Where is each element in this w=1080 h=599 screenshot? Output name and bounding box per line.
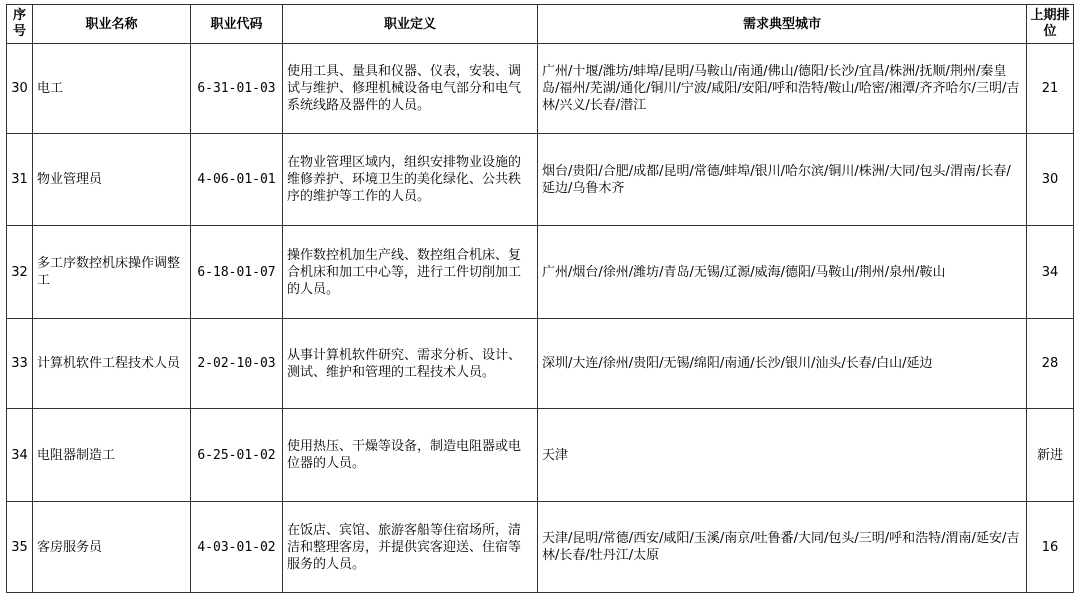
table-row [7, 409, 1074, 502]
occupation-code: 4-06-01-01 [191, 134, 283, 226]
occupation-name: 多工序数控机床操作调整工 [33, 226, 191, 319]
occupation-code: 6-31-01-03 [191, 44, 283, 134]
occupation-name: 电工 [33, 44, 191, 134]
occupation-name: 客房服务员 [33, 502, 191, 593]
row-number: 32 [7, 226, 33, 319]
header-code: 职业代码 [191, 5, 283, 44]
typical-cities: 广州/烟台/徐州/潍坊/青岛/无锡/辽源/威海/德阳/马鞍山/荆州/泉州/鞍山 [538, 226, 1027, 319]
table-row [7, 44, 1074, 134]
header-definition: 职业定义 [283, 5, 538, 44]
row-number: 33 [7, 319, 33, 409]
occupation-demand-table [6, 4, 1074, 593]
occupation-definition: 在物业管理区域内，组织安排物业设施的维修养护、环境卫生的美化绿化、公共秩序的维护等工作的人员。 [283, 134, 538, 226]
occupation-name: 电阻器制造工 [33, 409, 191, 502]
table-row [7, 502, 1074, 593]
occupation-code: 6-18-01-07 [191, 226, 283, 319]
occupation-code: 4-03-01-02 [191, 502, 283, 593]
occupation-code: 2-02-10-03 [191, 319, 283, 409]
occupation-definition: 从事计算机软件研究、需求分析、设计、测试、维护和管理的工程技术人员。 [283, 319, 538, 409]
typical-cities: 深圳/大连/徐州/贵阳/无锡/绵阳/南通/长沙/银川/汕头/长春/白山/延边 [538, 319, 1027, 409]
table-row [7, 134, 1074, 226]
occupation-definition: 使用工具、量具和仪器、仪表，安装、调试与维护、修理机械设备电气部分和电气系统线路及器件的人员。 [283, 44, 538, 134]
last-rank: 新进 [1027, 409, 1074, 502]
occupation-code: 6-25-01-02 [191, 409, 283, 502]
typical-cities: 广州/十堰/潍坊/蚌埠/昆明/马鞍山/南通/佛山/德阳/长沙/宜昌/株洲/抚顺/荆州/秦皇岛/福州/芜湖/通化/铜川/宁波/咸阳/安阳/呼和浩特/鞍山/哈密/湘潭/齐齐哈尔/三明/吉林/兴义/长春/潜江 [538, 44, 1027, 134]
occupation-definition: 操作数控机加生产线、数控组合机床、复合机床和加工中心等，进行工件切削加工的人员。 [283, 226, 538, 319]
table-row [7, 319, 1074, 409]
typical-cities: 天津 [538, 409, 1027, 502]
typical-cities: 天津/昆明/常德/西安/咸阳/玉溪/南京/吐鲁番/大同/包头/三明/呼和浩特/渭南/延安/吉林/长春/牡丹江/太原 [538, 502, 1027, 593]
occupation-definition: 在饭店、宾馆、旅游客船等住宿场所，清洁和整理客房，并提供宾客迎送、住宿等服务的人员。 [283, 502, 538, 593]
occupation-name: 计算机软件工程技术人员 [33, 319, 191, 409]
last-rank: 30 [1027, 134, 1074, 226]
header-cities: 需求典型城市 [538, 5, 1027, 44]
occupation-definition: 使用热压、干燥等设备，制造电阻器或电位器的人员。 [283, 409, 538, 502]
table-header-row [7, 5, 1074, 44]
typical-cities: 烟台/贵阳/合肥/成都/昆明/常德/蚌埠/银川/哈尔滨/铜川/株洲/大同/包头/渭南/长春/延边/乌鲁木齐 [538, 134, 1027, 226]
last-rank: 34 [1027, 226, 1074, 319]
last-rank: 28 [1027, 319, 1074, 409]
row-number: 31 [7, 134, 33, 226]
header-name: 职业名称 [33, 5, 191, 44]
occupation-name: 物业管理员 [33, 134, 191, 226]
table-row [7, 226, 1074, 319]
header-no: 序号 [7, 5, 33, 44]
row-number: 35 [7, 502, 33, 593]
header-last-rank: 上期排位 [1027, 5, 1074, 44]
row-number: 30 [7, 44, 33, 134]
last-rank: 16 [1027, 502, 1074, 593]
last-rank: 21 [1027, 44, 1074, 134]
row-number: 34 [7, 409, 33, 502]
